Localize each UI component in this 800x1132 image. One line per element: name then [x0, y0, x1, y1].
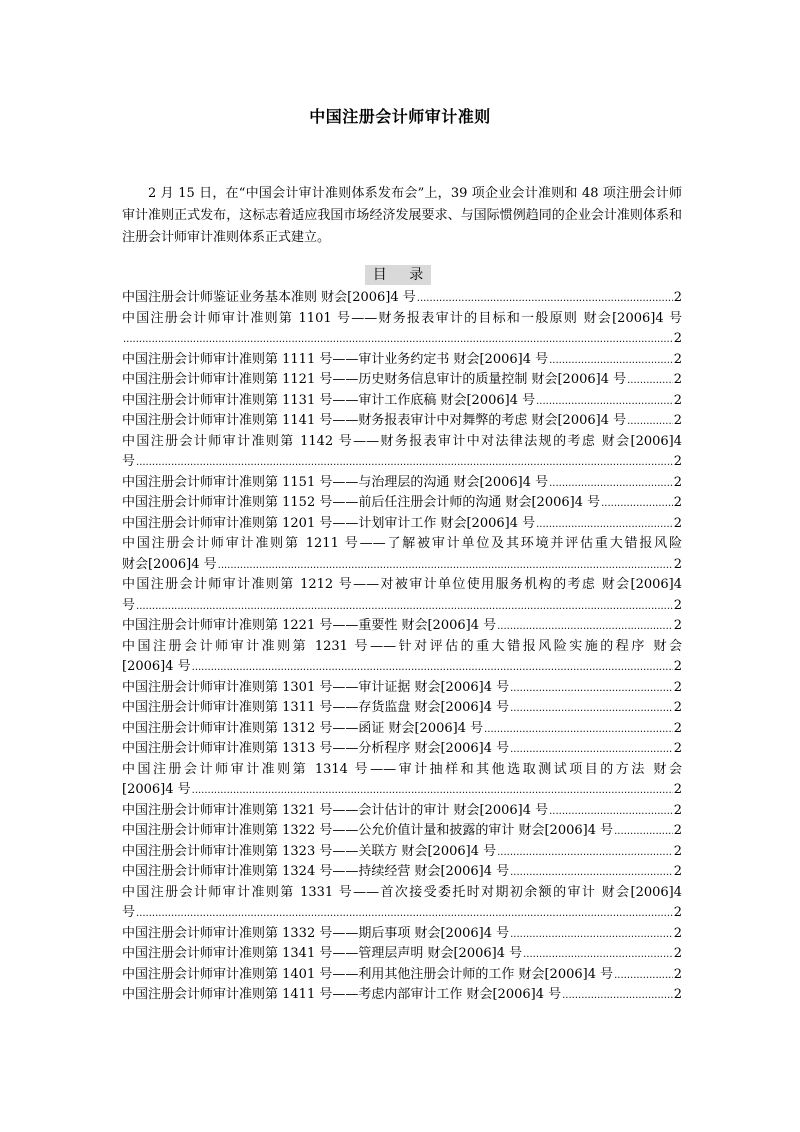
dot-leader — [510, 678, 673, 700]
toc-page-number: 2 — [673, 454, 682, 469]
toc-entry[interactable] — [122, 842, 682, 863]
toc-entry[interactable] — [122, 514, 682, 535]
toc-page-number: 2 — [673, 372, 682, 387]
toc-entry[interactable] — [122, 575, 682, 616]
dot-leader — [510, 924, 673, 946]
toc-entry[interactable] — [122, 473, 682, 494]
toc-entry-text: 中国注册会计师审计准则第 1231 号——针对评估的重大错报风险实施的程序 财会 — [122, 638, 682, 654]
toc-entry[interactable] — [122, 309, 682, 350]
dot-leader — [536, 514, 673, 536]
toc-page-number: 2 — [673, 597, 682, 613]
toc-entry-text: 中国注册会计师审计准则第 1141 号——财务报表审计中对舞弊的考虑 财会[2006]4 号 — [122, 413, 627, 428]
document-title: 中国注册会计师审计准则 — [309, 107, 491, 126]
toc-entry[interactable] — [122, 985, 682, 1006]
dot-leader — [536, 391, 673, 413]
toc-entry[interactable] — [122, 944, 682, 965]
toc-entry-text: 中国注册会计师审计准则第 1321 号——会计估计的审计 财会[2006]4 号 — [122, 802, 549, 818]
dot-leader — [627, 411, 673, 433]
toc-entry-text: 中国注册会计师鉴证业务基本准则 财会[2006]4 号 — [122, 290, 416, 305]
toc-page-number: 2 — [673, 700, 682, 715]
toc-entry[interactable] — [122, 719, 682, 740]
toc-entry-text: 中国注册会计师审计准则第 1322 号——公允价值计量和披露的审计 财会[2006]4 号 — [122, 823, 614, 838]
toc-page-number: 2 — [673, 966, 682, 982]
table-of-contents — [122, 288, 682, 1006]
toc-page-number: 2 — [673, 741, 682, 756]
toc-entry[interactable] — [122, 698, 682, 719]
toc-entry[interactable] — [122, 924, 682, 945]
toc-page-number: 2 — [673, 331, 682, 346]
dot-leader — [510, 739, 673, 761]
toc-entry[interactable] — [122, 288, 682, 309]
toc-entry-text: 中国注册会计师审计准则第 1151 号——与治理层的沟通 财会[2006]4 号 — [122, 474, 549, 490]
dot-leader — [484, 719, 673, 741]
dot-leader — [523, 944, 673, 966]
toc-entry-text: 号 — [122, 454, 136, 469]
toc-entry-text: 中国注册会计师审计准则第 1211 号——了解被审计单位及其环境并评估重大错报风险 — [122, 536, 682, 551]
toc-page-number: 2 — [673, 782, 682, 797]
toc-entry[interactable] — [122, 350, 682, 371]
dot-leader — [218, 555, 673, 577]
toc-entry-text: 中国注册会计师审计准则第 1311 号——存货监盘 财会[2006]4 号 — [122, 700, 510, 715]
toc-entry-text: 中国注册会计师审计准则第 1212 号——对被审计单位使用服务机构的考虑 财会[2006]4 — [122, 577, 682, 592]
toc-page-number: 2 — [673, 864, 682, 879]
toc-page-number: 2 — [673, 351, 682, 367]
dot-leader — [562, 985, 673, 1007]
dot-leader — [510, 862, 673, 884]
dot-leader — [123, 329, 673, 351]
toc-page-number: 2 — [673, 720, 682, 736]
toc-entry-text: 中国注册会计师审计准则第 1323 号——关联方 财会[2006]4 号 — [122, 843, 497, 859]
dot-leader — [614, 821, 673, 843]
toc-entry[interactable] — [122, 801, 682, 822]
toc-entry-text: 中国注册会计师审计准则第 1111 号——审计业务约定书 财会[2006]4 号 — [122, 351, 549, 367]
toc-entry-text: 号 — [122, 905, 136, 920]
toc-entry-text: 中国注册会计师审计准则第 1341 号——管理层声明 财会[2006]4 号 — [122, 946, 523, 961]
toc-entry[interactable] — [122, 411, 682, 432]
toc-page-number: 2 — [673, 823, 682, 838]
toc-page-number: 2 — [673, 843, 682, 859]
toc-entry[interactable] — [122, 432, 682, 473]
toc-page-number: 2 — [673, 413, 682, 428]
dot-leader — [614, 965, 673, 987]
dot-leader — [549, 801, 673, 823]
toc-page-number: 2 — [673, 905, 682, 920]
toc-entry[interactable] — [122, 883, 682, 924]
toc-entry[interactable] — [122, 965, 682, 986]
toc-entry-text: 中国注册会计师审计准则第 1331 号——首次接受委托时对期初余额的审计 财会[2006]4 — [122, 884, 682, 900]
toc-entry-text: 号 — [122, 597, 136, 613]
toc-page-number: 2 — [673, 392, 682, 408]
dot-leader — [601, 493, 673, 515]
toc-entry[interactable] — [122, 821, 682, 842]
toc-page-number: 2 — [673, 556, 682, 572]
toc-entry-text: 中国注册会计师审计准则第 1332 号——期后事项 财会[2006]4 号 — [122, 925, 510, 941]
toc-page-number: 2 — [673, 515, 682, 531]
dot-leader — [497, 842, 673, 864]
dot-leader — [549, 473, 673, 495]
toc-page-number: 2 — [673, 987, 682, 1002]
toc-entry[interactable] — [122, 370, 682, 391]
dot-leader — [417, 288, 673, 310]
toc-entry-text: 中国注册会计师审计准则第 1313 号——分析程序 财会[2006]4 号 — [122, 741, 510, 756]
toc-entry-text: 财会[2006]4 号 — [122, 556, 217, 572]
toc-entry-text: 中国注册会计师审计准则第 1142 号——财务报表审计中对法律法规的考虑 财会[2006]4 — [122, 433, 682, 449]
toc-entry-text: 中国注册会计师审计准则第 1221 号——重要性 财会[2006]4 号 — [122, 618, 497, 633]
toc-entry[interactable] — [122, 637, 682, 678]
dot-leader — [549, 350, 673, 372]
toc-entry-text: 中国注册会计师审计准则第 1101 号——财务报表审计的目标和一般原则 财会[2006]4 号 — [122, 310, 682, 326]
toc-entry-text: 中国注册会计师审计准则第 1201 号——计划审计工作 财会[2006]4 号 — [122, 515, 536, 531]
dot-leader — [192, 657, 673, 679]
toc-page-number: 2 — [673, 679, 682, 695]
toc-entry-text: 中国注册会计师审计准则第 1411 号——考虑内部审计工作 财会[2006]4 号 — [122, 987, 562, 1002]
toc-entry-text: 中国注册会计师审计准则第 1131 号——审计工作底稿 财会[2006]4 号 — [122, 392, 536, 408]
dot-leader — [497, 616, 673, 638]
toc-page-number: 2 — [673, 495, 682, 510]
toc-page-number: 2 — [673, 290, 682, 305]
toc-entry-text: [2006]4 号 — [122, 659, 191, 674]
dot-leader — [136, 596, 673, 618]
toc-entry[interactable] — [122, 760, 682, 801]
toc-entry-text: 中国注册会计师审计准则第 1301 号——审计证据 财会[2006]4 号 — [122, 679, 510, 695]
toc-entry[interactable] — [122, 493, 682, 514]
toc-entry[interactable] — [122, 534, 682, 575]
toc-heading: 目 录 — [365, 265, 431, 285]
dot-leader — [510, 698, 673, 720]
toc-entry-text: [2006]4 号 — [122, 782, 191, 797]
dot-leader — [192, 780, 673, 802]
toc-page-number: 2 — [673, 659, 682, 674]
toc-entry[interactable] — [122, 739, 682, 760]
toc-page-number: 2 — [673, 618, 682, 633]
dot-leader — [627, 370, 673, 392]
dot-leader — [136, 903, 673, 925]
toc-entry[interactable] — [122, 678, 682, 699]
toc-entry-text: 中国注册会计师审计准则第 1152 号——前后任注册会计师的沟通 财会[2006]4 号 — [122, 495, 601, 510]
toc-page-number: 2 — [673, 802, 682, 818]
toc-page-number: 2 — [673, 925, 682, 941]
toc-entry-text: 中国注册会计师审计准则第 1312 号——函证 财会[2006]4 号 — [122, 720, 484, 736]
toc-entry-text: 中国注册会计师审计准则第 1121 号——历史财务信息审计的质量控制 财会[2006]4 号 — [122, 372, 627, 387]
toc-entry-text: 中国注册会计师审计准则第 1314 号——审计抽样和其他选取测试项目的方法 财会 — [122, 761, 682, 777]
toc-entry-text: 中国注册会计师审计准则第 1324 号——持续经营 财会[2006]4 号 — [122, 864, 510, 879]
toc-entry[interactable] — [122, 391, 682, 412]
dot-leader — [136, 452, 673, 474]
toc-page-number: 2 — [673, 474, 682, 490]
toc-entry[interactable] — [122, 616, 682, 637]
intro-paragraph: 2 月 15 日，在“中国会计审计准则体系发布会”上，39 项企业会计准则和 48 项注册会计师审计准则正式发布，这标志着适应我国市场经济发展要求、与国际惯例趋同的企业会计准则体系和注册会计师审计准则体系正式建立。 — [122, 186, 682, 245]
toc-entry[interactable] — [122, 862, 682, 883]
toc-page-number: 2 — [673, 946, 682, 961]
toc-entry-text: 中国注册会计师审计准则第 1401 号——利用其他注册会计师的工作 财会[2006]4 号 — [122, 966, 614, 982]
